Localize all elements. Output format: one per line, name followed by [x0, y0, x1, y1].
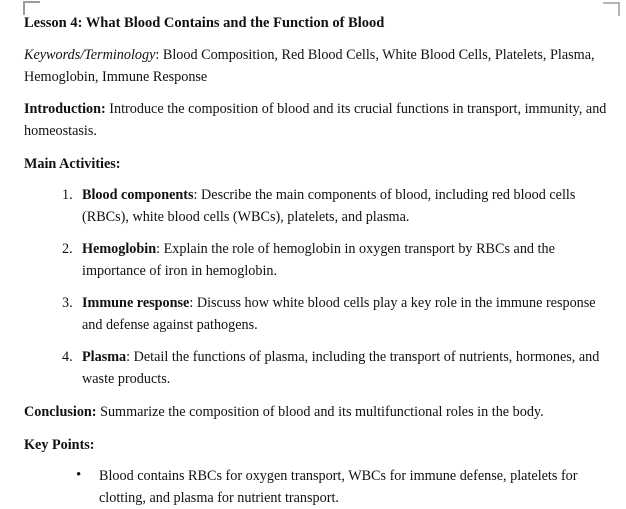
activity-text: Explain the role of hemoglobin in oxygen transport by RBCs and the importance of iron in hemoglobin. [82, 241, 555, 279]
activity-text: Detail the functions of plasma, including the transport of nutrients, hormones, and waste products. [82, 349, 600, 387]
conclusion-text: Summarize the composition of blood and its multifunctional roles in the body. [96, 404, 544, 420]
list-item: • Blood contains RBCs for oxygen transport, WBCs for immune defense, platelets for clotting, and plasma for nutrient transport. [76, 465, 612, 509]
main-activities-heading: Main Activities: [24, 156, 121, 172]
activity-label: Immune response [82, 295, 190, 311]
keywords-text: Blood Composition, Red Blood Cells, White Blood Cells, Platelets, Plasma, Hemoglobin, Immune Response [24, 47, 595, 85]
lesson-title: Lesson 4: What Blood Contains and the Function of Blood [24, 15, 385, 31]
activity-text: Describe the main components of blood, including red blood cells (RBCs), white blood cells (WBCs), platelets, and plasma. [82, 187, 576, 225]
activity-text: Discuss how white blood cells play a key role in the immune response and defense against pathogens. [82, 295, 596, 333]
list-item [62, 184, 612, 228]
activity-separator: : [193, 187, 198, 203]
list-item [62, 292, 612, 336]
activity-separator: : [189, 295, 194, 311]
introduction-label: Introduction: [24, 101, 106, 117]
introduction-text: Introduce the composition of blood and its crucial functions in transport, immunity, and homeostasis. [24, 101, 607, 139]
activity-label: Plasma [82, 349, 127, 365]
main-activities-list [24, 184, 612, 390]
activity-label: Hemoglobin [82, 241, 157, 257]
activity-separator: : [126, 349, 131, 365]
keywords-label: Keywords/Terminology [24, 47, 156, 63]
key-points-heading: Key Points: [24, 437, 95, 453]
key-points-list [24, 465, 612, 509]
conclusion-paragraph [24, 401, 612, 423]
keywords-paragraph [24, 44, 612, 88]
conclusion-label: Conclusion: [24, 404, 97, 420]
list-item [62, 346, 612, 390]
activity-label: Blood components [82, 187, 194, 203]
keywords-separator: : [155, 47, 160, 63]
introduction-paragraph [24, 98, 612, 142]
list-item [62, 238, 612, 282]
activity-separator: : [156, 241, 161, 257]
